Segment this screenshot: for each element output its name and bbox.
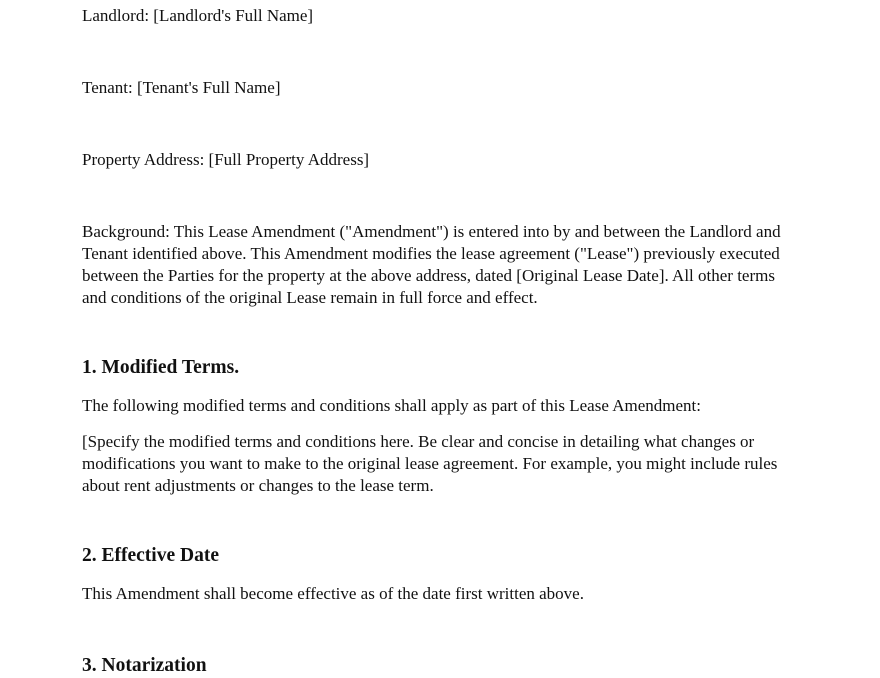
section-2-body: This Amendment shall become effective as of the date first written above. <box>82 584 584 603</box>
section-1-body: [Specify the modified terms and conditions here. Be clear and concise in detailing what changes or modifications you want to make to the original lease agreement. For example, you might include rules about rent adjustments or changes to the lease term. <box>82 432 778 495</box>
section-1-heading: 1. Modified Terms. <box>82 357 240 378</box>
section-3-heading: 3. Notarization <box>82 655 207 676</box>
tenant-line: Tenant: [Tenant's Full Name] <box>82 78 281 97</box>
section-2-heading: 2. Effective Date <box>82 545 219 566</box>
property-address-line: Property Address: [Full Property Address] <box>82 150 370 169</box>
landlord-line: Landlord: [Landlord's Full Name] <box>82 6 314 25</box>
background-paragraph: Background: This Lease Amendment ("Amendment") is entered into by and between the Landlord and Tenant identified above. This Amendment modifies the lease agreement ("Lease") previously executed between the Parties for the property at the above address, dated [Original Lease Date]. All other terms and conditions of the original Lease remain in full force and effect. <box>82 222 781 307</box>
section-1-intro: The following modified terms and conditions shall apply as part of this Lease Amendment: <box>82 396 701 415</box>
